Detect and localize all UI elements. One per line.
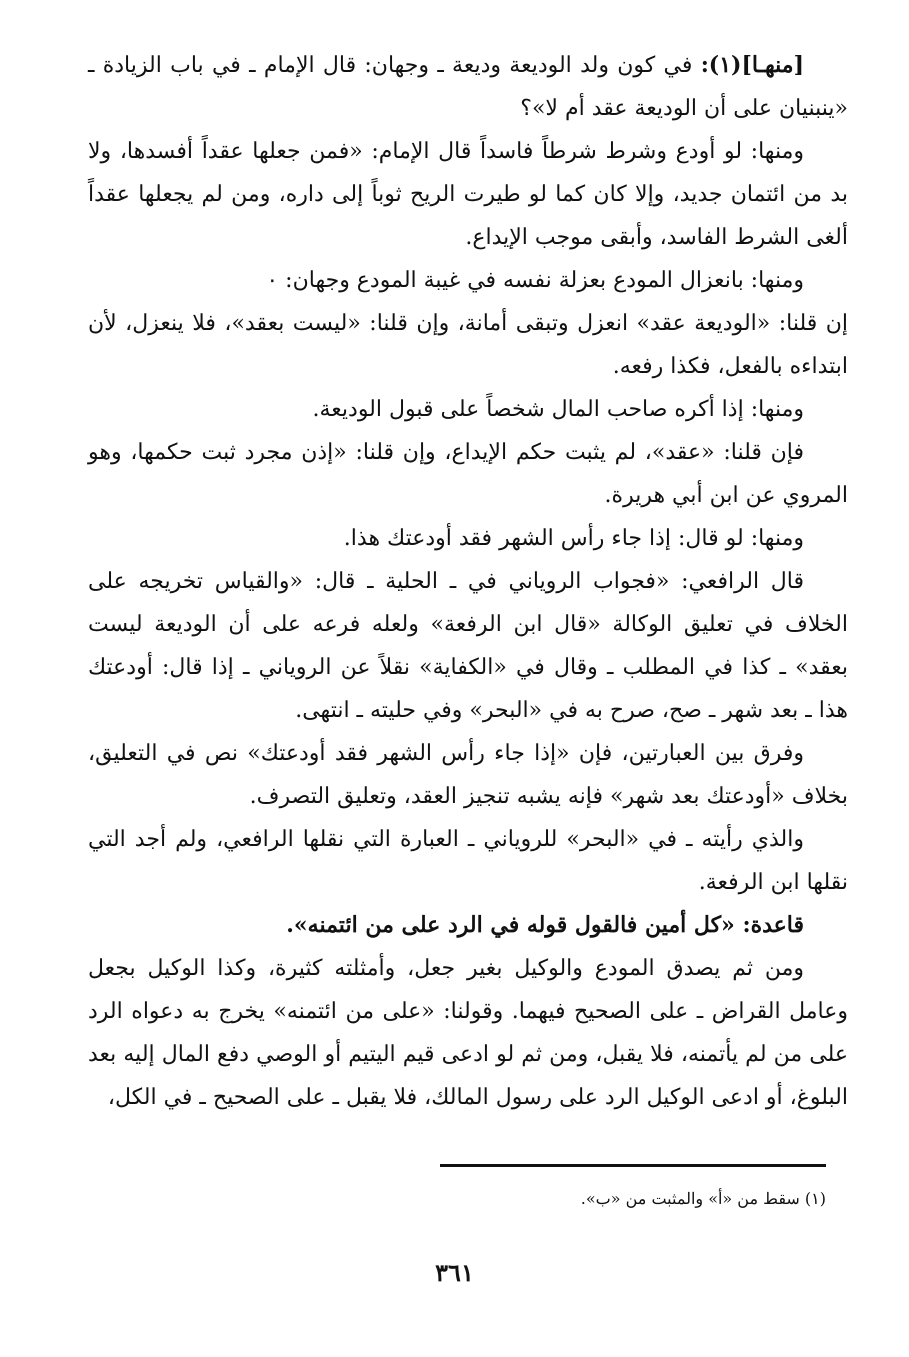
paragraph [88, 259, 848, 302]
paragraph [88, 388, 848, 431]
paragraph-text: والذي رأيته ـ في «البحر» للروياني ـ العبارة التي نقلها الرافعي، ولم أجد التي نقلها ابن الرفعة. [88, 827, 848, 895]
paragraph-text: ومنها: بانعزال المودع بعزلة نفسه في غيبة المودع وجهان: ٠ [266, 268, 804, 293]
paragraph [88, 732, 848, 818]
paragraph [88, 947, 848, 1119]
paragraph [88, 517, 848, 560]
paragraph-text: في كون ولد الوديعة وديعة ـ وجهان: قال الإمام ـ في باب الزيادة ـ «ينبنيان على أن الوديعة عقد أم لا»؟ [88, 53, 848, 121]
paragraph [88, 818, 848, 904]
paragraph-lead: [منهـا](١): [700, 52, 804, 78]
paragraph-text: قال الرافعي: «فجواب الروياني في ـ الحلية ـ قال: «والقياس تخريجه على الخلاف في تعليق الوكالة «قال ابن الرفعة» ولعله فرعه على أن الوديعة ليست بعقد» ـ كذا في المطلب ـ وقال في «الكفاية» نقلاً عن الروياني ـ إذا قال: أودعتك هذا ـ بعد شهر ـ صح، صرح به في «البحر» وفي حليته ـ انتهى. [88, 569, 848, 723]
paragraph [88, 431, 848, 517]
paragraph-text: ومنها: إذا أكره صاحب المال شخصاً على قبول الوديعة. [312, 397, 804, 422]
paragraph [88, 560, 848, 732]
paragraph-text: إن قلنا: «الوديعة عقد» انعزل وتبقى أمانة، وإن قلنا: «ليست بعقد»، فلا ينعزل، لأن ابتداءه بالفعل، فكذا رفعه. [88, 311, 848, 379]
footnote-divider [440, 1164, 826, 1167]
main-text [88, 44, 848, 1119]
paragraph [88, 904, 848, 947]
page-number: ٣٦١ [435, 1258, 474, 1287]
footnote: (١) سقط من «أ» والمثبت من «ب». [580, 1189, 826, 1208]
paragraph-lead: قاعدة: [742, 912, 804, 938]
paragraph-text: «كل أمين فالقول قوله في الرد على من ائتمنه». [286, 912, 743, 938]
paragraph-text: ومنها: لو أودع وشرط شرطاً فاسداً قال الإمام: «فمن جعلها عقداً أفسدها، ولا بد من ائتمان جديد، وإلا كان كما لو طيرت الريح ثوباً إلى داره، ومن لم يجعلها عقداً ألغى الشرط الفاسد، وأبقى موجب الإيداع. [88, 139, 848, 250]
paragraph-text: ومنها: لو قال: إذا جاء رأس الشهر فقد أودعتك هذا. [343, 526, 804, 551]
paragraph [88, 130, 848, 259]
paragraph [88, 302, 848, 388]
paragraph-text: ومن ثم يصدق المودع والوكيل بغير جعل، وأمثلته كثيرة، وكذا الوكيل بجعل وعامل القراض ـ على الصحيح فيهما. وقولنا: «على من ائتمنه» يخرج به دعواه الرد على من لم يأتمنه، فلا يقبل، ومن ثم لو ادعى قيم اليتيم أو الوصي دفع المال إليه بعد البلوغ، أو ادعى الوكيل الرد على رسول المالك، فلا يقبل ـ على الصحيح ـ في الكل، [88, 956, 848, 1110]
paragraph-text: فإن قلنا: «عقد»، لم يثبت حكم الإيداع، وإن قلنا: «إذن مجرد ثبت حكمها، وهو المروي عن ابن أبي هريرة. [88, 440, 848, 508]
paragraph [88, 44, 848, 130]
paragraph-text: وفرق بين العبارتين، فإن «إذا جاء رأس الشهر فقد أودعتك» نص في التعليق، بخلاف «أودعتك بعد شهر» فإنه يشبه تنجيز العقد، وتعليق التصرف. [88, 741, 848, 809]
